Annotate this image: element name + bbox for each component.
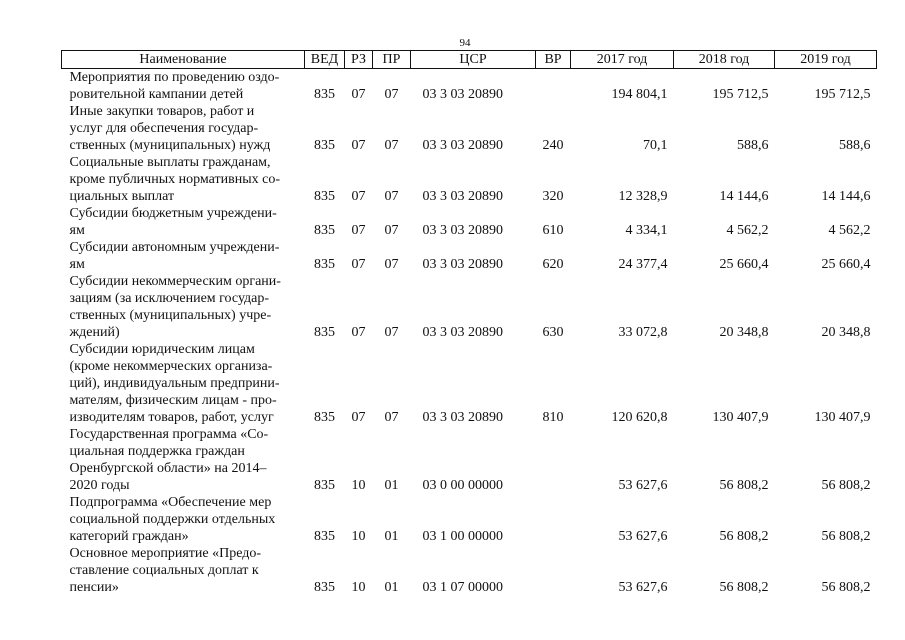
cell-2017: 53 627,6 (618, 529, 668, 544)
cell-2017: 70,1 (643, 138, 668, 153)
cell-csr: 03 3 03 20890 (422, 410, 503, 425)
cell-vr (536, 69, 571, 104)
cell-csr: 03 0 00 00000 (422, 478, 503, 493)
table-row (62, 426, 877, 494)
cell-2018: 4 562,2 (726, 223, 769, 238)
cell-rz: 07 (351, 189, 366, 204)
name-line: зациям (за исключением государ- (69, 291, 270, 306)
cell-csr: 03 3 03 20890 (422, 223, 503, 238)
header-csr: ЦСР (411, 51, 536, 69)
cell-ved: 835 (314, 223, 335, 238)
cell-2019: 25 660,4 (821, 257, 871, 272)
cell-name (62, 545, 305, 596)
cell-2018: 195 712,5 (712, 87, 769, 102)
budget-table (61, 50, 877, 596)
cell-2018: 56 808,2 (719, 580, 769, 595)
cell-2018: 56 808,2 (719, 478, 769, 493)
cell-csr: 03 1 00 00000 (422, 529, 503, 544)
name-line: ровительной кампании детей (69, 87, 244, 102)
cell-2017: 194 804,1 (611, 87, 668, 102)
cell-rz: 07 (351, 257, 366, 272)
header-ved: ВЕД (305, 51, 345, 69)
cell-pr: 07 (384, 410, 399, 425)
cell-ved: 835 (314, 580, 335, 595)
cell-rz: 07 (351, 223, 366, 238)
cell-name (62, 69, 305, 104)
cell-pr: 01 (384, 529, 399, 544)
cell-2017: 4 334,1 (625, 223, 668, 238)
name-line: ям (69, 257, 85, 272)
name-line: услуг для обеспечения государ- (69, 121, 259, 136)
cell-2018: 588,6 (737, 138, 769, 153)
cell-vr: 620 (542, 257, 564, 272)
cell-rz: 10 (351, 580, 366, 595)
header-row (62, 51, 877, 69)
name-line: категорий граждан» (69, 529, 189, 544)
cell-pr: 07 (384, 257, 399, 272)
cell-csr: 03 3 03 20890 (422, 325, 503, 340)
name-line: Подпрограмма «Обеспечение мер (69, 495, 272, 510)
cell-2017: 12 328,9 (618, 189, 668, 204)
cell-2019: 195 712,5 (814, 87, 871, 102)
cell-2017: 120 620,8 (611, 410, 668, 425)
cell-pr: 07 (384, 87, 399, 102)
name-line: Субсидии бюджетным учреждени- (69, 206, 277, 221)
cell-rz: 07 (351, 87, 366, 102)
name-line: изводителям товаров, работ, услуг (69, 410, 274, 425)
header-2017: 2017 год (571, 51, 674, 69)
table-row (62, 545, 877, 596)
table-row (62, 103, 877, 154)
cell-ved: 835 (314, 189, 335, 204)
name-line: Социальные выплаты гражданам, (69, 155, 271, 170)
name-line: Оренбургской области» на 2014– (69, 461, 267, 476)
cell-pr: 07 (384, 223, 399, 238)
name-line: (кроме некоммерческих организа- (69, 359, 273, 374)
header-pr: ПР (373, 51, 411, 69)
cell-ved: 835 (314, 257, 335, 272)
cell-csr: 03 3 03 20890 (422, 257, 503, 272)
name-line: ственных (муниципальных) нужд (69, 138, 271, 153)
cell-ved: 835 (314, 87, 335, 102)
cell-ved: 835 (314, 325, 335, 340)
header-2018: 2018 год (674, 51, 775, 69)
cell-2017: 24 377,4 (618, 257, 668, 272)
cell-2017: 53 627,6 (618, 478, 668, 493)
cell-2019: 588,6 (839, 138, 871, 153)
cell-2019: 56 808,2 (821, 580, 871, 595)
table-row (62, 239, 877, 273)
cell-vr: 240 (542, 138, 564, 153)
cell-2019: 56 808,2 (821, 529, 871, 544)
header-name: Наименование (62, 51, 305, 69)
cell-csr: 03 3 03 20890 (422, 138, 503, 153)
name-line: кроме публичных нормативных со- (69, 172, 280, 187)
cell-pr: 07 (384, 189, 399, 204)
cell-name (62, 341, 305, 426)
cell-csr: 03 3 03 20890 (422, 87, 503, 102)
header-vr: ВР (536, 51, 571, 69)
table-row (62, 494, 877, 545)
table-header (62, 51, 877, 69)
cell-vr: 610 (542, 223, 564, 238)
cell-ved: 835 (314, 410, 335, 425)
cell-rz: 10 (351, 478, 366, 493)
cell-name (62, 154, 305, 205)
cell-2018: 20 348,8 (719, 325, 769, 340)
name-line: Государственная программа «Со- (69, 427, 269, 442)
table-row (62, 69, 877, 104)
cell-2019: 4 562,2 (828, 223, 871, 238)
name-line: ственных (муниципальных) учре- (69, 308, 272, 323)
table-row (62, 273, 877, 341)
cell-ved: 835 (314, 529, 335, 544)
cell-pr: 01 (384, 478, 399, 493)
name-line: пенсии» (69, 580, 119, 595)
cell-2018: 56 808,2 (719, 529, 769, 544)
cell-2017: 53 627,6 (618, 580, 668, 595)
cell-2019: 14 144,6 (821, 189, 871, 204)
cell-name (62, 494, 305, 545)
name-line: Иные закупки товаров, работ и (69, 104, 255, 119)
cell-rz: 07 (351, 410, 366, 425)
cell-2017: 33 072,8 (618, 325, 668, 340)
name-line: 2020 годы (69, 478, 130, 493)
name-line: Мероприятия по проведению оздо- (69, 70, 280, 85)
cell-name (62, 103, 305, 154)
page-number: 94 (459, 37, 471, 49)
cell-rz: 10 (351, 529, 366, 544)
header-2019: 2019 год (775, 51, 877, 69)
cell-name (62, 239, 305, 273)
cell-pr: 01 (384, 580, 399, 595)
name-line: Субсидии некоммерческим органи- (69, 274, 281, 289)
name-line: мателям, физическим лицам - про- (69, 393, 277, 408)
table-row (62, 154, 877, 205)
cell-ved: 835 (314, 138, 335, 153)
cell-rz: 07 (351, 138, 366, 153)
name-line: циальных выплат (69, 189, 175, 204)
cell-2019: 20 348,8 (821, 325, 871, 340)
name-line: Основное мероприятие «Предо- (69, 546, 262, 561)
cell-2018: 25 660,4 (719, 257, 769, 272)
cell-2018: 130 407,9 (712, 410, 769, 425)
cell-ved: 835 (314, 478, 335, 493)
name-line: социальной поддержки отдельных (69, 512, 276, 527)
cell-pr: 07 (384, 325, 399, 340)
cell-vr (536, 545, 571, 596)
name-line: Субсидии юридическим лицам (69, 342, 255, 357)
cell-2018: 14 144,6 (719, 189, 769, 204)
cell-vr: 810 (542, 410, 564, 425)
cell-vr (536, 426, 571, 494)
name-line: ставление социальных доплат к (69, 563, 259, 578)
table-row (62, 341, 877, 426)
cell-name (62, 205, 305, 239)
table-row (62, 205, 877, 239)
table-body (62, 69, 877, 597)
cell-vr: 320 (542, 189, 564, 204)
name-line: ям (69, 223, 85, 238)
cell-pr: 07 (384, 138, 399, 153)
cell-2019: 56 808,2 (821, 478, 871, 493)
cell-csr: 03 1 07 00000 (422, 580, 503, 595)
cell-2019: 130 407,9 (814, 410, 871, 425)
cell-name (62, 273, 305, 341)
cell-csr: 03 3 03 20890 (422, 189, 503, 204)
cell-vr (536, 494, 571, 545)
name-line: Субсидии автономным учреждени- (69, 240, 280, 255)
name-line: ций), индивидуальным предприни- (69, 376, 280, 391)
cell-rz: 07 (351, 325, 366, 340)
cell-name (62, 426, 305, 494)
name-line: ждений) (69, 325, 120, 340)
name-line: циальная поддержка граждан (69, 444, 245, 459)
cell-vr: 630 (542, 325, 564, 340)
header-rz: РЗ (345, 51, 373, 69)
